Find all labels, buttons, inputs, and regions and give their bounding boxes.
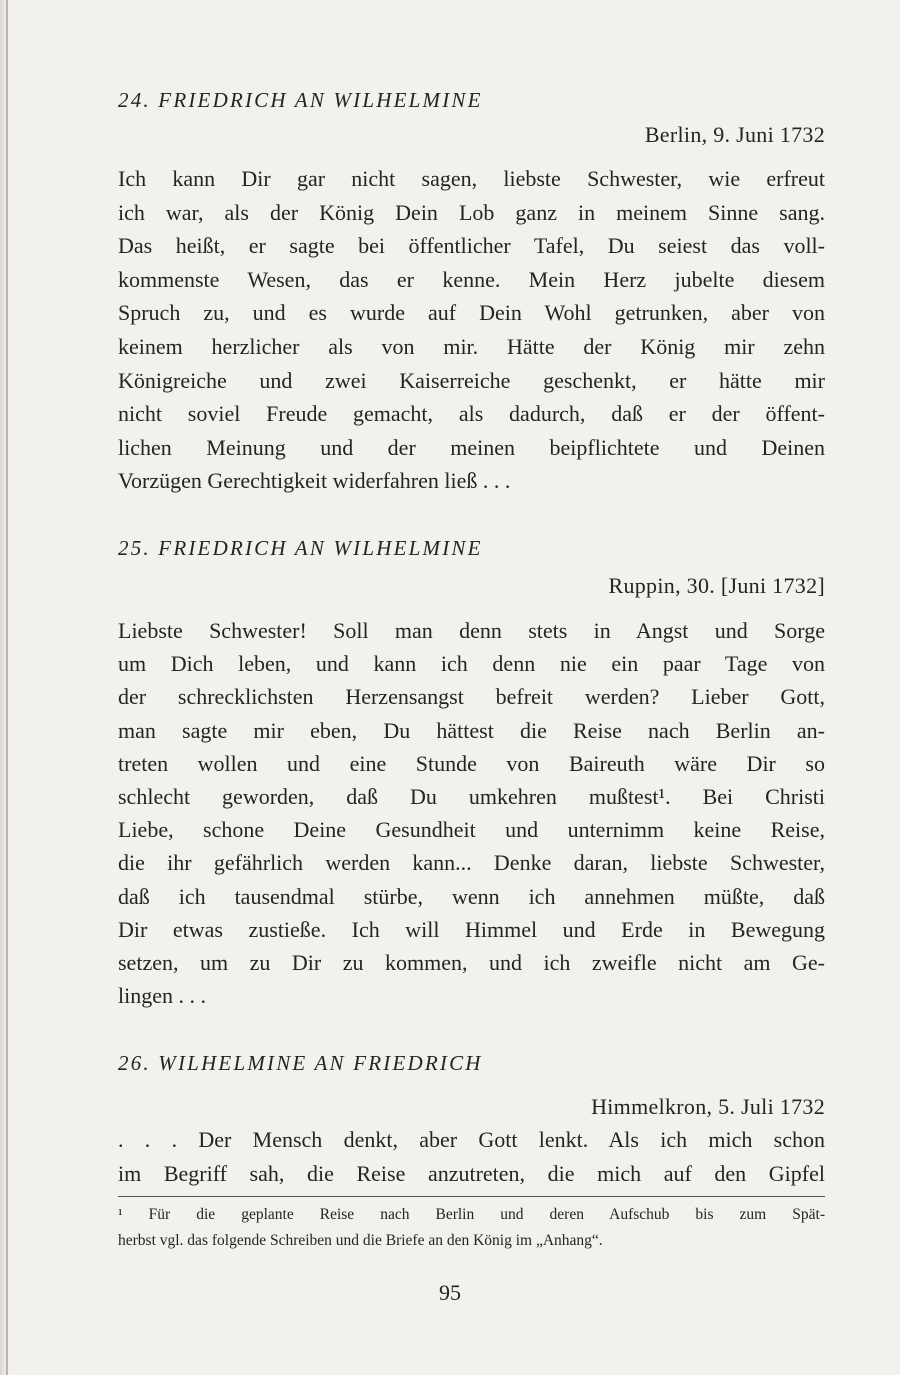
text-line: treten wollen und eine Stunde von Baireuth wäre Dir so	[118, 750, 825, 776]
letter-place-date: Himmelkron, 5. Juli 1732	[591, 1094, 825, 1119]
text-line: im Begriff sah, die Reise anzutreten, die mich auf den Gipfel	[118, 1161, 825, 1186]
letter-heading: 25. FRIEDRICH AN WILHELMINE	[118, 536, 483, 560]
text-line: man sagte mir eben, Du hättest die Reise nach Berlin an-	[118, 717, 825, 743]
text-line: setzen, um zu Dir zu kommen, und ich zweifle nicht am Ge-	[118, 950, 825, 975]
text-line: ich war, als der König Dein Lob ganz in meinem Sinne sang.	[118, 199, 825, 225]
text-line: . . . Der Mensch denkt, aber Gott lenkt. Als ich mich schon	[118, 1127, 825, 1152]
text-line: daß ich tausendmal stürbe, wenn ich annehmen müßte, daß	[118, 883, 825, 909]
letter-place-date: Ruppin, 30. [Juni 1732]	[608, 573, 825, 598]
text-line: Dir etwas zustieße. Ich will Himmel und Erde in Bewegung	[118, 916, 825, 942]
text-line: der schrecklichsten Herzensangst befreit werden? Lieber Gott,	[118, 684, 825, 710]
text-line: Ich kann Dir gar nicht sagen, liebste Schwester, wie erfreut	[118, 166, 825, 191]
text-line: lichen Meinung und der meinen beipflichtete und Deinen	[118, 434, 825, 460]
text-line: nicht soviel Freude gemacht, als dadurch, daß er der öffent-	[118, 401, 825, 427]
text-line: keinem herzlicher als von mir. Hätte der König mir zehn	[118, 334, 825, 359]
letter-heading: 26. WILHELMINE AN FRIEDRICH	[118, 1051, 483, 1075]
text-line: Spruch zu, und es wurde auf Dein Wohl getrunken, aber von	[118, 300, 825, 326]
text-line: Das heißt, er sagte bei öffentlicher Tafel, Du seiest das voll-	[118, 233, 825, 259]
text-line: Liebste Schwester! Soll man denn stets in Angst und Sorge	[118, 618, 825, 643]
footnote-line: herbst vgl. das folgende Schreiben und die Briefe an den König im „Anhang“.	[118, 1232, 603, 1249]
footnote-line: ¹ Für die geplante Reise nach Berlin und deren Aufschub bis zum Spät-	[118, 1206, 825, 1223]
footnote-rule	[118, 1196, 825, 1197]
text-line: Vorzügen Gerechtigkeit widerfahren ließ . . .	[118, 468, 511, 494]
page-edge-line	[6, 0, 8, 1375]
text-line: um Dich leben, und kann ich denn nie ein paar Tage von	[118, 651, 825, 677]
text-line: schlecht geworden, daß Du umkehren mußtest¹. Bei Christi	[118, 784, 825, 809]
text-line: die ihr gefährlich werden kann... Denke daran, liebste Schwester,	[118, 850, 825, 876]
letter-heading: 24. FRIEDRICH AN WILHELMINE	[118, 88, 483, 112]
text-line: lingen . . .	[118, 983, 206, 1009]
page-number: 95	[439, 1280, 461, 1305]
text-line: Königreiche und zwei Kaiserreiche geschenkt, er hätte mir	[118, 367, 825, 393]
letter-place-date: Berlin, 9. Juni 1732	[644, 122, 825, 147]
page-binding-shadow	[0, 0, 10, 1375]
text-line: Liebe, schone Deine Gesundheit und unternimm keine Reise,	[118, 817, 825, 843]
text-line: kommenste Wesen, das er kenne. Mein Herz jubelte diesem	[118, 266, 825, 292]
